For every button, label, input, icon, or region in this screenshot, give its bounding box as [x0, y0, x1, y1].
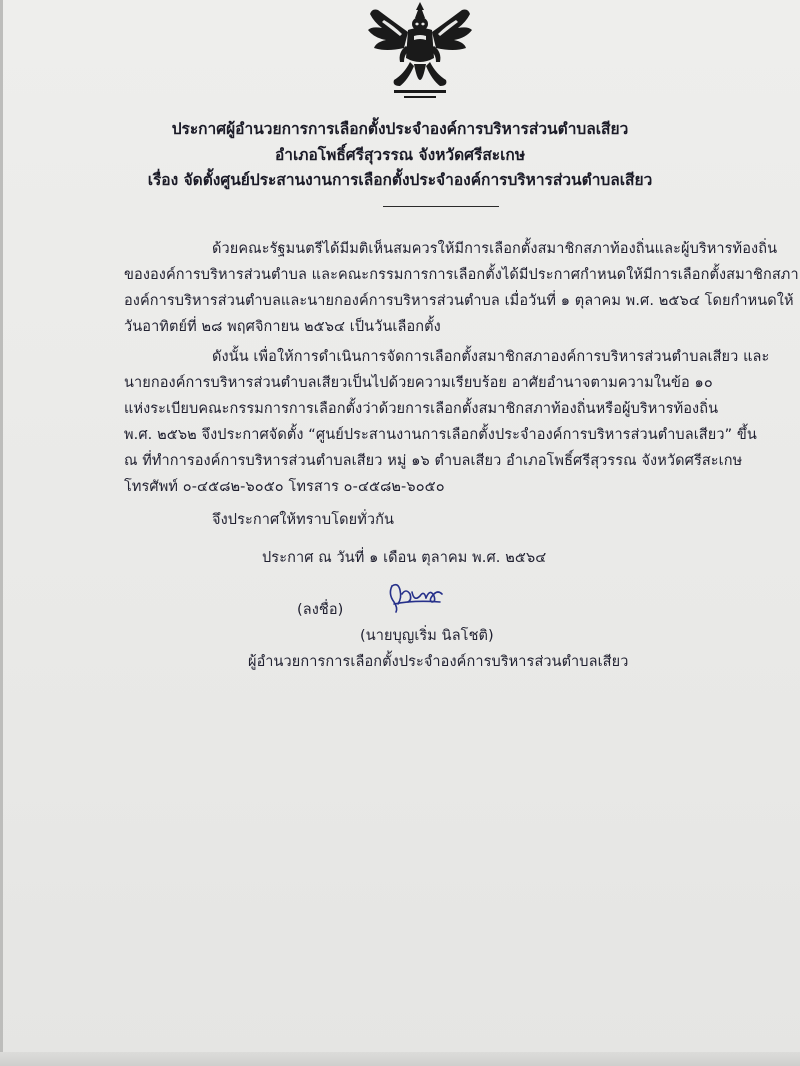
paragraph2-line: แห่งระเบียบคณะกรรมการการเลือกตั้งว่าด้วยการเลือกตั้งสมาชิกสภาท้องถิ่นหรือผู้บริหารท้องถิ่น	[124, 401, 719, 417]
paragraph1-line: วันอาทิตย์ที่ ๒๘ พฤศจิกายน ๒๕๖๔ เป็นวันเลือกตั้ง	[124, 319, 441, 335]
signature-icon	[384, 580, 444, 614]
title-line-1: ประกาศผู้อำนวยการการเลือกตั้งประจำองค์การบริหารส่วนตำบลเสียว	[171, 120, 629, 138]
paragraph1-line: ขององค์การบริหารส่วนตำบล และคณะกรรมการการเลือกตั้งได้มีประกาศกำหนดให้มีการเลือกตั้งสมาชิกสภา	[124, 267, 799, 283]
paragraph2-line: โทรศัพท์ ๐-๔๕๘๒-๖๐๕๐ โทรสาร ๐-๔๕๘๒-๖๐๕๐	[124, 479, 445, 495]
signer-name: (นายบุญเริ่ม นิลโชติ)	[360, 628, 494, 644]
paragraph2-line: นายกองค์การบริหารส่วนตำบลเสียวเป็นไปด้วยความเรียบร้อย อาศัยอำนาจตามความในข้อ ๑๐	[124, 375, 713, 391]
page-bottom-edge	[0, 1052, 800, 1066]
signed-label: (ลงชื่อ)	[297, 602, 344, 618]
title-subject: เรื่อง จัดตั้งศูนย์ประสานงานการเลือกตั้งประจำองค์การบริหารส่วนตำบลเสียว	[147, 171, 653, 189]
signer-title: ผู้อำนวยการการเลือกตั้งประจำองค์การบริหารส่วนตำบลเสียว	[248, 654, 629, 670]
title-line-2: อำเภอโพธิ์ศรีสุวรรณ จังหวัดศรีสะเกษ	[274, 146, 526, 164]
paragraph1-line: องค์การบริหารส่วนตำบลและนายกองค์การบริหารส่วนตำบล เมื่อวันที่ ๑ ตุลาคม พ.ศ. ๒๕๖๔ โดยกำหนดให้	[124, 293, 794, 309]
closing-statement: จึงประกาศให้ทราบโดยทั่วกัน	[212, 512, 395, 528]
paragraph1-line: ด้วยคณะรัฐมนตรีได้มีมติเห็นสมควรให้มีการเลือกตั้งสมาชิกสภาท้องถิ่นและผู้บริหารท้องถิ่น	[212, 241, 778, 257]
paragraph2-line: พ.ศ. ๒๕๖๒ จึงประกาศจัดตั้ง “ศูนย์ประสานงานการเลือกตั้งประจำองค์การบริหารส่วนตำบลเสียว” ขึ้น	[124, 427, 757, 443]
paragraph2-line: ณ ที่ทำการองค์การบริหารส่วนตำบลเสียว หมู่ ๑๖ ตำบลเสียว อำเภอโพธิ์ศรีสุวรรณ จังหวัดศรีสะเกษ	[124, 453, 743, 469]
paragraph2-line: ดังนั้น เพื่อให้การดำเนินการจัดการเลือกตั้งสมาชิกสภาองค์การบริหารส่วนตำบลเสียว และ	[212, 349, 770, 365]
garuda-emblem-icon	[364, 0, 476, 106]
title-divider	[383, 206, 499, 207]
announcement-date: ประกาศ ณ วันที่ ๑ เดือน ตุลาคม พ.ศ. ๒๕๖๔	[262, 550, 547, 566]
